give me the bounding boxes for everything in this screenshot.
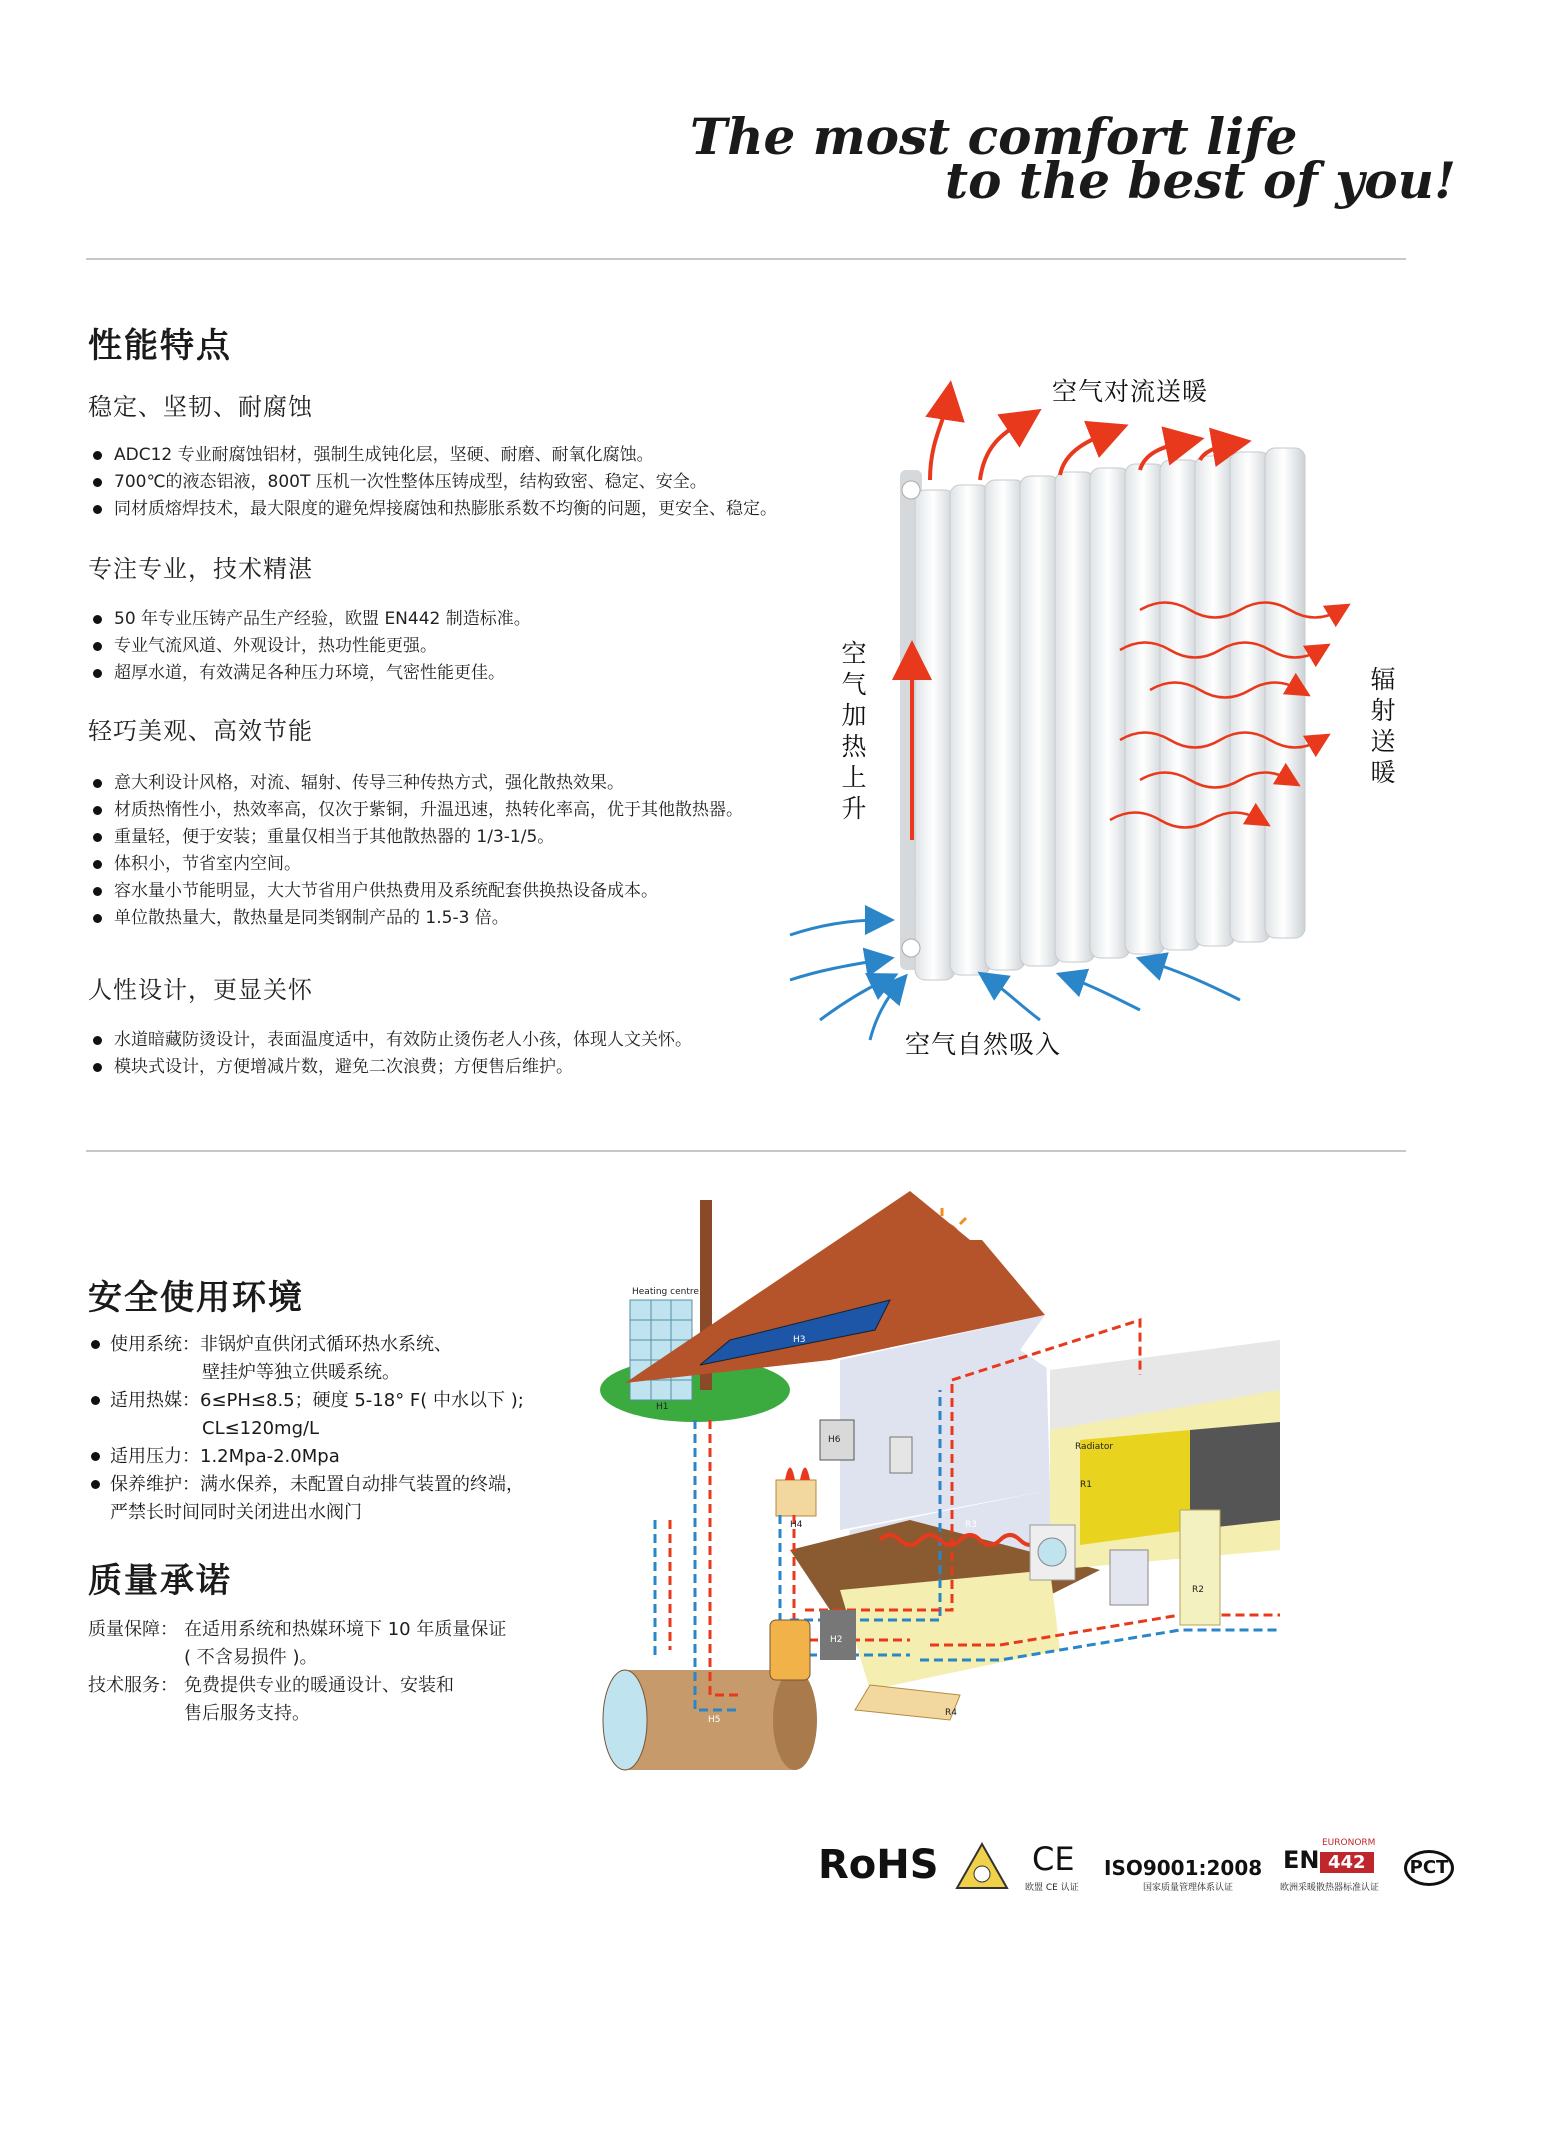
nfc-triangle-icon	[955, 1842, 1009, 1894]
label-convection: 空气对流送暖	[1052, 377, 1209, 406]
bullet: 体积小，节省室内空间。	[88, 851, 848, 878]
safety-line: CL≤120mg/L	[202, 1418, 320, 1439]
radiator-graphic	[780, 380, 1400, 1060]
group-heading: 轻巧美观、高效节能	[88, 717, 313, 745]
group-bullets	[88, 770, 848, 932]
bullet: 专业气流风道、外观设计，热功性能更强。	[88, 633, 848, 660]
radiator-body	[900, 448, 1305, 980]
bullet: 水道暗藏防烫设计，表面温度适中，有效防止烫伤老人小孩，体现人文关怀。	[88, 1027, 848, 1054]
bullet: 意大利设计风格，对流、辐射、传导三种传热方式，强化散热效果。	[88, 770, 848, 797]
quality-title: 质量承诺	[88, 1561, 232, 1601]
safety-line: 保养维护：满水保养，未配置自动排气装置的终端，	[110, 1474, 524, 1495]
bullet: 单位散热量大，散热量是同类钢制产品的 1.5-3 倍。	[88, 905, 848, 932]
group-bullets	[88, 1027, 848, 1081]
label-h2: H2	[830, 1635, 843, 1645]
group-heading: 稳定、坚韧、耐腐蚀	[88, 393, 313, 421]
label-r1: R1	[1080, 1480, 1092, 1490]
safety-item	[88, 1331, 648, 1387]
quality-line: ( 不含易损件 )。	[184, 1647, 318, 1668]
label-r4: R4	[945, 1708, 957, 1718]
quality-key: 技术服务：	[88, 1675, 178, 1696]
safety-title: 安全使用环境	[88, 1278, 304, 1318]
safety-item	[88, 1387, 648, 1443]
quality-line: 在适用系统和热媒环境下 10 年质量保证	[184, 1619, 507, 1640]
performance-title: 性能特点	[88, 326, 232, 366]
slogan-line-2: to the best of you!	[945, 151, 1456, 210]
en-band: EURONORM	[1322, 1838, 1376, 1848]
group-heading: 人性设计，更显关怀	[88, 976, 313, 1004]
bullet: 容水量小节能明显，大大节省用户供热费用及系统配套供换热设备成本。	[88, 878, 848, 905]
safety-line: 使用系统：非锅炉直供闭式循环热水系统、	[110, 1334, 452, 1355]
label-h1: H1	[656, 1402, 669, 1412]
ce-caption: 欧盟 CE 认证	[1025, 1883, 1079, 1893]
en-logo: EN	[1283, 1846, 1320, 1874]
performance-section	[88, 318, 848, 1081]
safety-item	[88, 1443, 648, 1471]
slogan-line-1: The most comfort life	[690, 107, 1298, 166]
rohs-logo: RoHS	[818, 1842, 939, 1888]
bullet: 材质热惰性小，热效率高，仅次于紫铜，升温迅速，热转化率高，优于其他散热器。	[88, 797, 848, 824]
label-h5: H5	[708, 1715, 721, 1725]
divider-middle	[86, 1150, 1406, 1152]
iso-logo: ISO9001:2008	[1104, 1856, 1263, 1880]
label-r2: R2	[1192, 1585, 1204, 1595]
group-bullets	[88, 442, 848, 523]
bullet: ADC12 专业耐腐蚀铝材，强制生成钝化层，坚硬、耐磨、耐氧化腐蚀。	[88, 442, 848, 469]
bullet: 超厚水道，有效满足各种压力环境，气密性能更佳。	[88, 660, 848, 687]
quality-row	[88, 1672, 648, 1728]
pct-logo: PCT	[1404, 1850, 1454, 1886]
safety-item	[88, 1471, 648, 1527]
quality-key: 质量保障：	[88, 1619, 178, 1640]
quality-line: 免费提供专业的暖通设计、安装和	[184, 1675, 454, 1696]
quality-list	[88, 1616, 648, 1728]
group-heading: 专注专业，技术精湛	[88, 555, 313, 583]
quality-line: 售后服务支持。	[184, 1703, 310, 1724]
safety-line: 适用热媒：6≤PH≤8.5；硬度 5-18° F( 中水以下 );	[110, 1390, 524, 1411]
iso-caption: 国家质量管理体系认证	[1143, 1883, 1234, 1893]
label-h4: H4	[790, 1520, 803, 1530]
safety-line: 壁挂炉等独立供暖系统。	[202, 1362, 400, 1383]
label-r3: R3	[965, 1520, 977, 1530]
quality-row	[88, 1616, 648, 1672]
label-h3: H3	[793, 1335, 806, 1345]
en-number: 442	[1320, 1852, 1374, 1873]
group-bullets	[88, 606, 848, 687]
label-heating-centre: Heating centre	[632, 1287, 699, 1297]
en-caption: 欧洲采暖散热器标准认证	[1280, 1883, 1380, 1893]
safety-list	[88, 1331, 648, 1527]
system-graphic	[580, 1190, 1460, 1820]
safety-line: 适用压力：1.2Mpa-2.0Mpa	[110, 1446, 340, 1467]
bullet: 同材质熔焊技术，最大限度的避免焊接腐蚀和热膨胀系数不均衡的问题，更安全、稳定。	[88, 496, 848, 523]
safety-section	[88, 1270, 648, 1728]
label-radiation: 辐射送暖	[1370, 665, 1396, 787]
bullet: 重量轻，便于安装；重量仅相当于其他散热器的 1/3-1/5。	[88, 824, 848, 851]
label-radiator: Radiator	[1075, 1442, 1114, 1452]
label-heated-air-rise: 空气加热上升	[841, 639, 867, 823]
bullet: 700℃的液态铝液，800T 压机一次性整体压铸成型，结构致密、稳定、安全。	[88, 469, 848, 496]
label-air-intake: 空气自然吸入	[905, 1030, 1062, 1059]
radiator-illustration	[780, 380, 1400, 1060]
ce-logo: CE	[1032, 1840, 1075, 1878]
safety-line: 严禁长时间同时关闭进出水阀门	[110, 1502, 362, 1523]
label-h6: H6	[828, 1435, 841, 1445]
bullet: 50 年专业压铸产品生产经验，欧盟 EN442 制造标准。	[88, 606, 848, 633]
divider-top	[86, 258, 1406, 260]
bullet: 模块式设计，方便增减片数，避免二次浪费；方便售后维护。	[88, 1054, 848, 1081]
heating-system-diagram	[580, 1190, 1460, 1820]
